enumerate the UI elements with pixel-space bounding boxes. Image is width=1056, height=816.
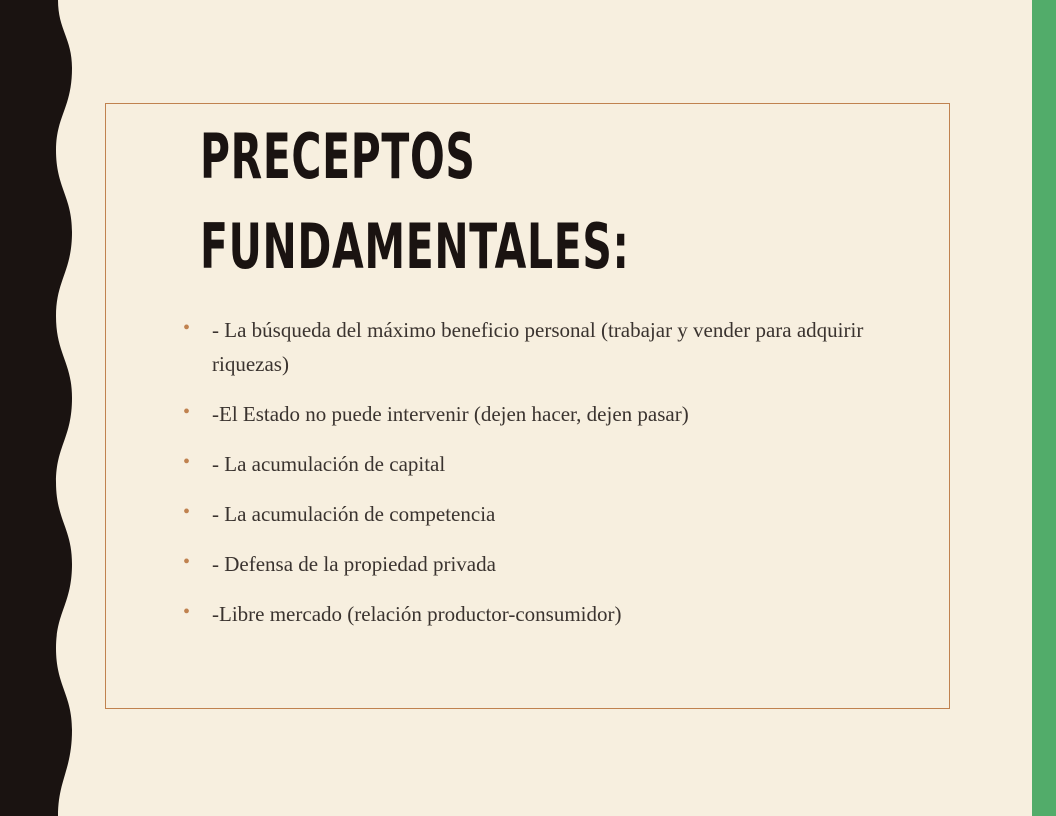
bullet-item — [183, 397, 873, 431]
bullet-item — [183, 447, 873, 481]
slide-title — [200, 112, 629, 292]
wavy-border-decoration — [0, 0, 110, 816]
bullet-item — [183, 597, 873, 631]
bullet-text: -Libre mercado (relación productor-consumidor) — [212, 602, 622, 626]
bullet-text: - La acumulación de capital — [212, 452, 446, 476]
bullet-dot-icon: • — [183, 317, 191, 339]
bullet-dot-icon: • — [183, 551, 191, 573]
wavy-border-shape — [0, 0, 72, 816]
bullet-item — [183, 313, 873, 381]
bullet-dot-icon: • — [183, 501, 191, 523]
title-line-2: FUNDAMENTALES: — [200, 210, 630, 283]
bullet-text: -El Estado no puede intervenir (dejen hacer, dejen pasar) — [212, 402, 689, 426]
bullet-dot-icon: • — [183, 451, 191, 473]
accent-bar — [1032, 0, 1056, 816]
bullet-text: - La acumulación de competencia — [212, 502, 496, 526]
bullet-item — [183, 497, 873, 531]
bullet-dot-icon: • — [183, 601, 191, 623]
bullet-item — [183, 547, 873, 581]
title-line-1: PRECEPTOS — [200, 120, 476, 193]
bullet-list — [183, 313, 873, 647]
bullet-text: - La búsqueda del máximo beneficio personal (trabajar y vender para adquirir riquezas) — [212, 318, 864, 376]
bullet-dot-icon: • — [183, 401, 191, 423]
bullet-text: - Defensa de la propiedad privada — [212, 552, 496, 576]
